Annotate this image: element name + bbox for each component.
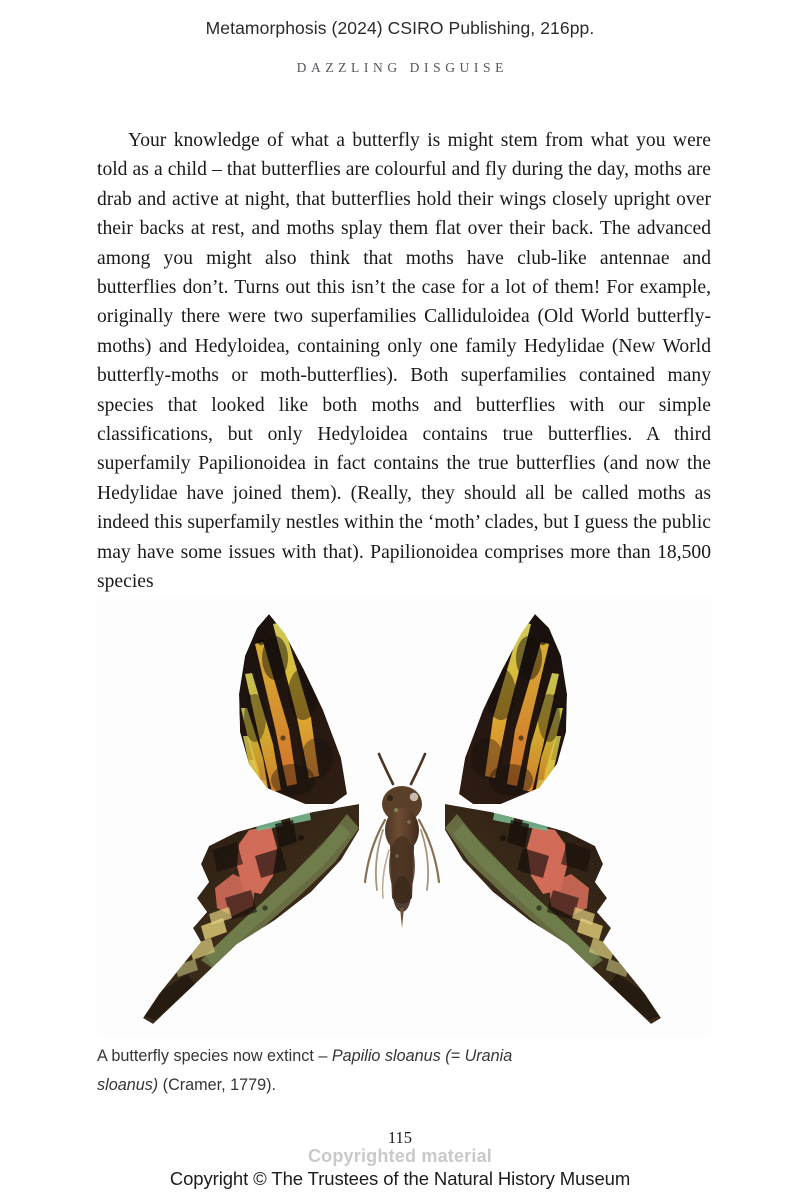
caption-text-tail: (Cramer, 1779).	[158, 1076, 277, 1094]
figure-caption	[97, 1042, 567, 1100]
caption-scientific-name: Papilio sloanus (= Urania sloanus)	[97, 1047, 513, 1094]
copyright-notice: Copyright © The Trustees of the Natural History Museum	[169, 1168, 631, 1189]
figure-block	[97, 598, 711, 1038]
caption-text-lead: A butterfly species now extinct –	[97, 1047, 332, 1065]
copyrighted-material-watermark: Copyrighted material	[307, 1146, 493, 1166]
butterfly-specimen-image	[97, 598, 711, 1038]
page-number: 115	[387, 1128, 413, 1147]
butterfly-specimen-illustration	[97, 598, 711, 1038]
body-paragraph: Your knowledge of what a butterfly is might stem from what you were told as a child – that butterflies are colourful and fly during the day, moths are drab and active at night, that butterflies hold their wings closely upright over their backs at rest, and moths splay them flat over their back. The advanced among you might also think that moths have club-like antennae and butterflies don’t. Turns out this isn’t the case for a lot of them! For example, originally there were two superfamilies Calliduloidea (Old World butterfly-moths) and Hedyloidea, containing only one family Hedylidae (New World butterfly-moths or moth-butterflies). Both superfamilies contained many species that looked like both moths and butterflies with our simple classifications, but only Hedyloidea contains true butterflies. A third superfamily Papilionoidea in fact contains the true butterflies (and now the Hedylidae have joined them). (Really, they should all be called moths as indeed this superfamily nestles within the ‘moth’ clades, but I guess the public may have some issues with that). Papilionoidea comprises more than 18,500 species	[97, 130, 711, 593]
running-head: DAZZLING DISGUISE	[296, 60, 508, 75]
source-banner: Metamorphosis (2024) CSIRO Publishing, 216pp.	[205, 18, 595, 38]
